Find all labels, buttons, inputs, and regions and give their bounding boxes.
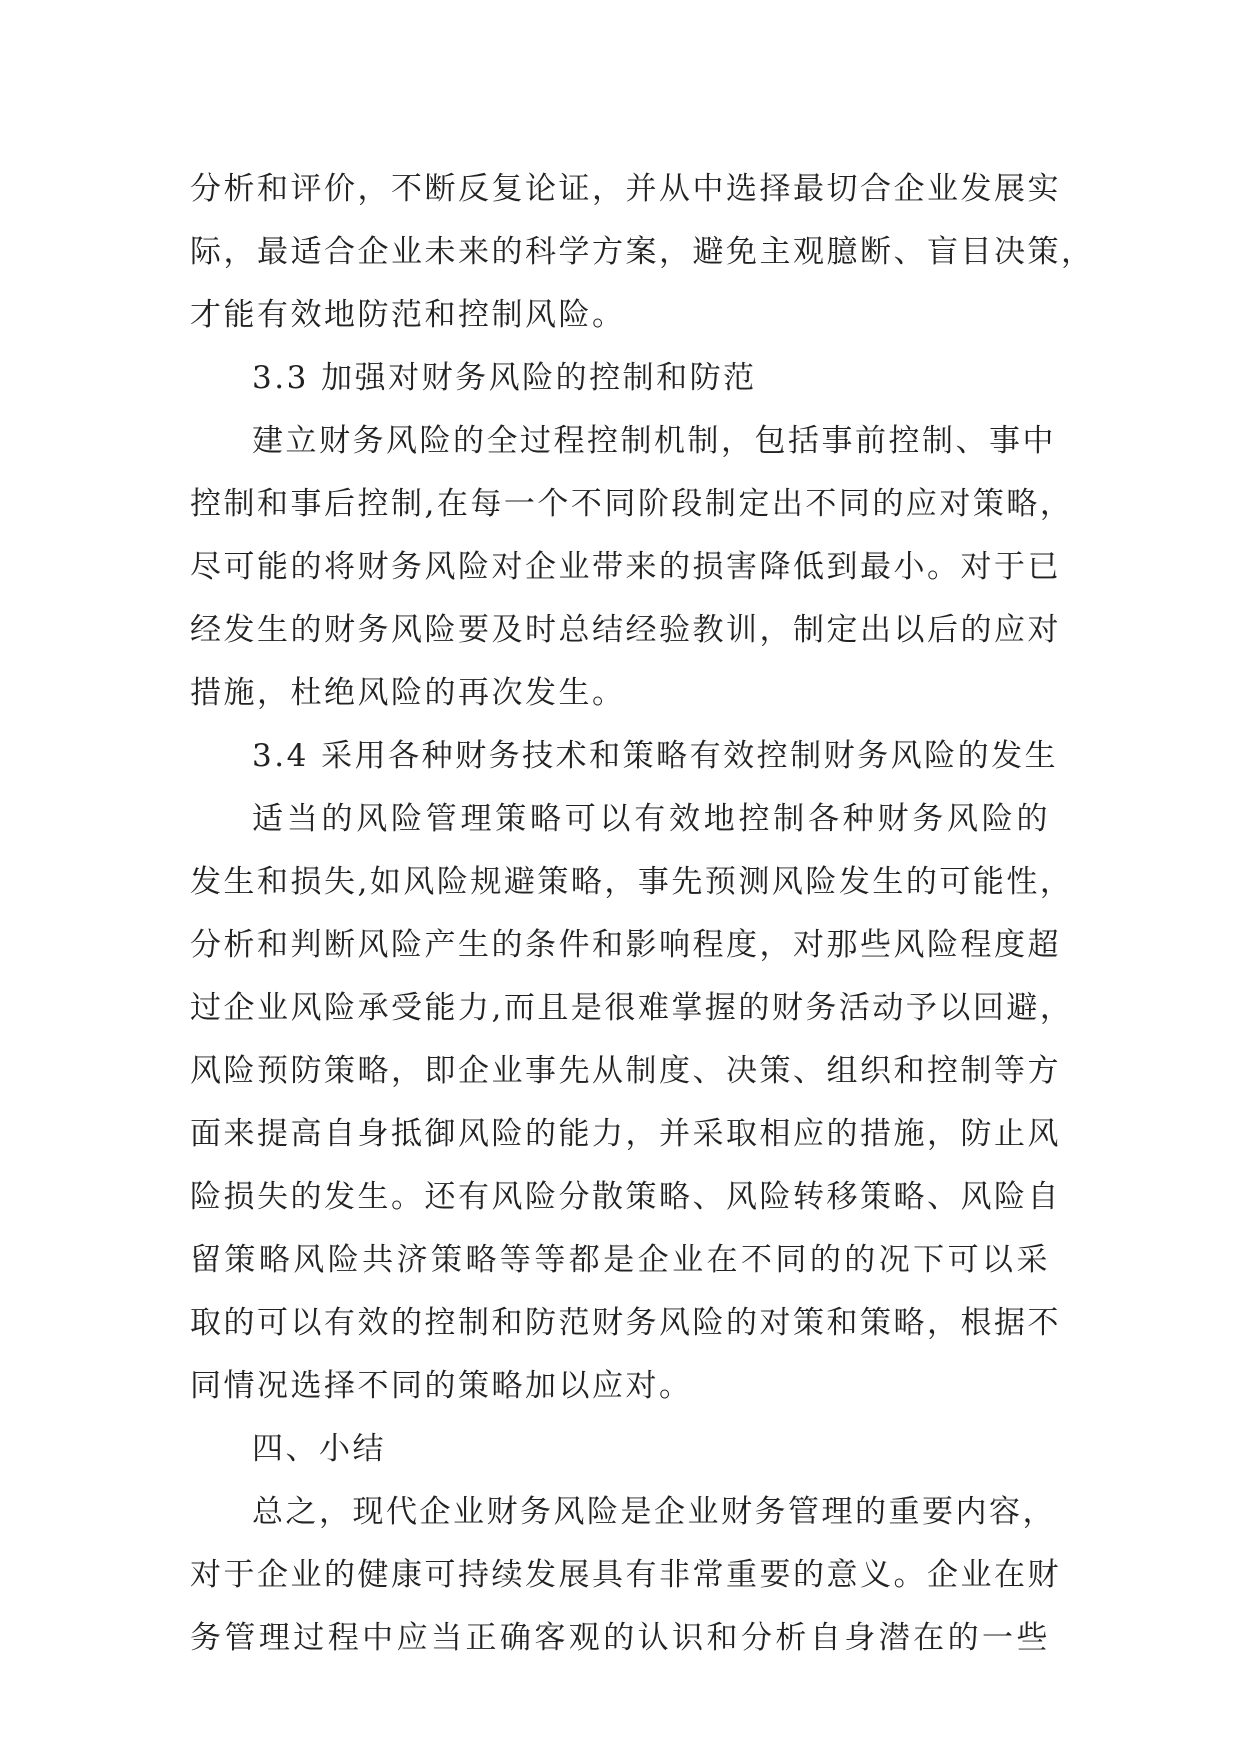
text-line: 尽可能的将财务风险对企业带来的损害降低到最小。对于已 (190, 549, 1061, 585)
text-line: 总之，现代企业财务风险是企业财务管理的重要内容， (252, 1494, 1056, 1530)
text-line: 分析和评价，不断反复论证，并从中选择最切合企业发展实 (190, 171, 1061, 207)
text-line: 发生和损失,如风险规避策略，事先预测风险发生的可能性， (190, 864, 1074, 900)
text-line: 际，最适合企业未来的科学方案，避免主观臆断、盲目决策， (190, 234, 1095, 270)
text-line: 分析和判断风险产生的条件和影响程度，对那些风险程度超 (190, 927, 1061, 963)
text-line: 过企业风险承受能力,而且是很难掌握的财务活动予以回避， (190, 990, 1074, 1026)
document-body (190, 158, 1095, 1670)
text-line: 经发生的财务风险要及时总结经验教训，制定出以后的应对 (190, 612, 1061, 648)
section-heading: 3.4 采用各种财务技术和策略有效控制财务风险的发生 (252, 738, 1059, 774)
text-line: 留策略风险共济策略等等都是企业在不同的的况下可以采 (190, 1242, 1050, 1278)
text-line: 适当的风险管理策略可以有效地控制各种财务风险的 (252, 801, 1050, 837)
text-line: 对于企业的健康可持续发展具有非常重要的意义。企业在财 (190, 1557, 1061, 1593)
text-line: 取的可以有效的控制和防范财务风险的对策和策略，根据不 (190, 1305, 1061, 1341)
text-line: 才能有效地防范和控制风险。 (190, 297, 626, 333)
text-line: 面来提高自身抵御风险的能力，并采取相应的措施，防止风 (190, 1116, 1061, 1152)
text-line: 险损失的发生。还有风险分散策略、风险转移策略、风险自 (190, 1179, 1061, 1215)
text-line: 控制和事后控制,在每一个不同阶段制定出不同的应对策略， (190, 486, 1074, 522)
text-line: 措施，杜绝风险的再次发生。 (190, 675, 626, 711)
text-line: 风险预防策略，即企业事先从制度、决策、组织和控制等方 (190, 1053, 1061, 1089)
text-line: 务管理过程中应当正确客观的认识和分析自身潜在的一些 (190, 1620, 1050, 1656)
text-line: 同情况选择不同的策略加以应对。 (190, 1368, 693, 1404)
section-heading: 四、小结 (252, 1431, 386, 1467)
text-line: 建立财务风险的全过程控制机制，包括事前控制、事中 (252, 423, 1056, 459)
section-heading: 3.3 加强对财务风险的控制和防范 (252, 360, 757, 396)
